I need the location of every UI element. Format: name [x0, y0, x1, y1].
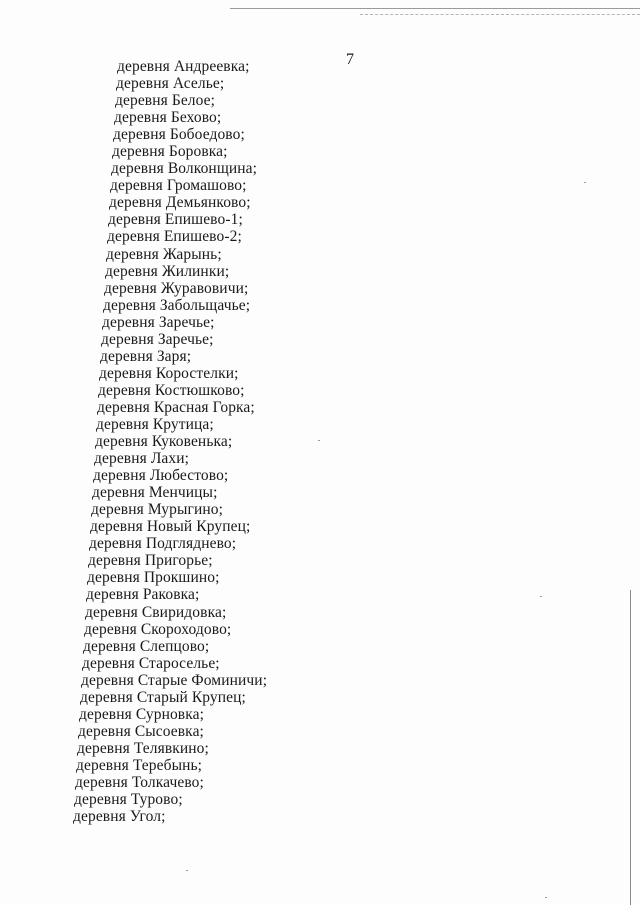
list-item: деревня Белое; [115, 92, 216, 110]
list-item: деревня Журавовичи; [104, 279, 249, 297]
list-item: деревня Прокшино; [87, 569, 220, 587]
list-item: деревня Пригорье; [88, 552, 213, 570]
list-item: деревня Заречье; [101, 330, 214, 348]
list-item: деревня Лахи; [94, 450, 190, 468]
page-number: 7 [346, 51, 354, 68]
list-item: деревня Мурыгино; [91, 501, 224, 519]
list-item: деревня Раковка; [86, 586, 200, 604]
list-item: деревня Аселье; [116, 75, 225, 93]
list-item: деревня Красная Горка; [97, 398, 255, 416]
list-item: деревня Бехово; [114, 109, 222, 127]
list-item: деревня Менчицы; [92, 484, 218, 502]
list-item: деревня Старый Крупец; [80, 688, 246, 706]
scan-speck [584, 182, 586, 183]
list-item: деревня Турово; [74, 791, 183, 809]
scan-speck [540, 596, 542, 597]
list-item: деревня Староселье; [82, 654, 220, 672]
list-item: деревня Заречье; [102, 313, 215, 331]
list-item: деревня Слепцово; [83, 637, 210, 655]
list-item: деревня Скороходово; [84, 620, 232, 638]
list-item: деревня Жарынь; [106, 245, 222, 263]
list-item: деревня Забольщачье; [103, 296, 251, 314]
list-item: деревня Телявкино; [77, 739, 209, 757]
list-item: деревня Боровка; [112, 143, 228, 161]
list-item: деревня Свиридовка; [85, 603, 227, 621]
scan-edge-line [360, 14, 640, 15]
list-item: деревня Волконщина; [111, 160, 258, 178]
village-list [0, 58, 400, 825]
list-item: деревня Сурновка; [79, 705, 205, 723]
list-item: деревня Епишево-1; [108, 211, 243, 229]
list-item: деревня Громашово; [110, 177, 247, 195]
list-item: деревня Теребынь; [76, 756, 203, 774]
list-item: деревня Новый Крупец; [90, 518, 251, 536]
list-item: деревня Бобоедово; [113, 126, 245, 144]
list-item: деревня Демьянково; [109, 194, 251, 212]
list-item: деревня Любестово; [93, 467, 229, 485]
list-item: деревня Сысоевка; [78, 722, 204, 740]
list-item: деревня Заря; [100, 347, 192, 365]
scan-speck [545, 897, 547, 898]
scan-edge-line [630, 590, 631, 905]
scan-speck [186, 870, 188, 871]
list-item: деревня Костюшково; [98, 381, 245, 399]
list-item: деревня Андреевка; [117, 58, 250, 75]
list-item: деревня Жилинки; [105, 262, 230, 280]
list-item: деревня Толкачево; [75, 773, 204, 791]
list-item: деревня Угол; [73, 808, 166, 826]
list-item: деревня Куковенька; [95, 433, 233, 451]
scan-edge-line [230, 8, 640, 9]
list-item: деревня Коростелки; [99, 364, 239, 382]
list-item: деревня Подгляднево; [89, 535, 237, 553]
list-item: деревня Крутица; [96, 415, 214, 433]
list-item: деревня Епишево-2; [107, 228, 242, 246]
scan-speck [318, 440, 320, 441]
list-item: деревня Старые Фоминичи; [81, 671, 268, 689]
